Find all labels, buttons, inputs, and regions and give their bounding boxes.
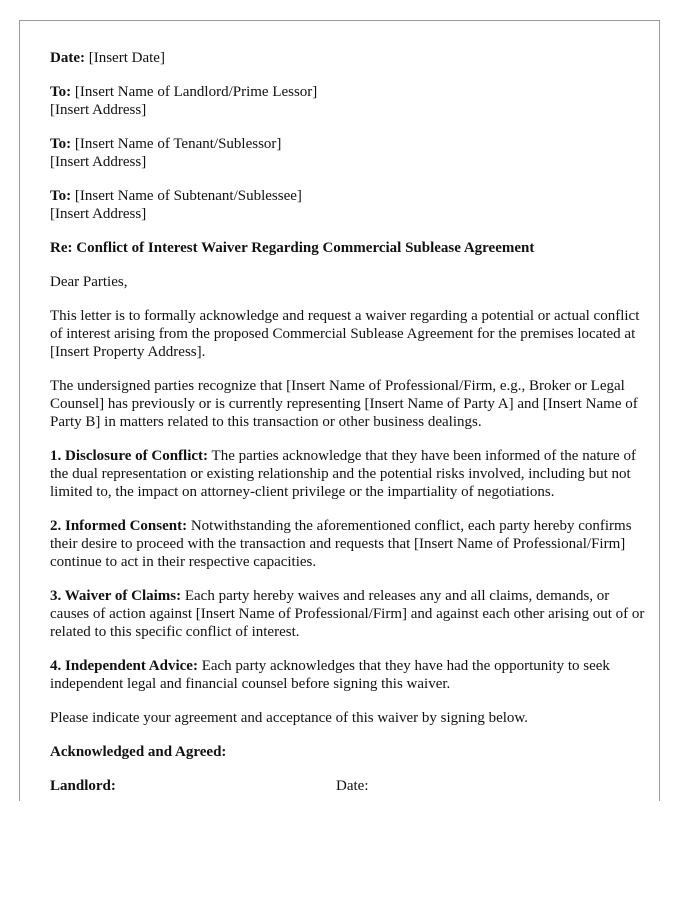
- recipient-address: [Insert Address]: [50, 102, 147, 118]
- section-disclosure: [50, 447, 645, 501]
- section-heading: 3. Waiver of Claims:: [50, 588, 182, 604]
- recipient-address: [Insert Address]: [50, 154, 147, 170]
- recipient-name: [Insert Name of Landlord/Prime Lessor]: [74, 84, 318, 100]
- intro-paragraph: This letter is to formally acknowledge and request a waiver regarding a potential or actual conflict of interest arising from the proposed Commercial Sublease Agreement for the premises located at [Insert Property Address].: [50, 308, 640, 360]
- subject-text: Re: Conflict of Interest Waiver Regarding Commercial Sublease Agreement: [50, 240, 535, 256]
- date-line: [50, 49, 645, 67]
- intro-paragraph: The undersigned parties recognize that [Insert Name of Professional/Firm, e.g., Broker or Legal Counsel] has previously or is currently representing [Insert Name of Party A] and [Insert Name of Party B] in matters related to this transaction or other business dealings.: [50, 378, 638, 430]
- section-heading: 1. Disclosure of Conflict:: [50, 448, 209, 464]
- section-text: Each party hereby waives and releases any and all claims, demands, or causes of action against [Insert Name of Professional/Firm] and against each other arising out of or related to this specific conflict of interest.: [50, 588, 645, 640]
- recipient-address: [Insert Address]: [50, 206, 147, 222]
- section-text: Notwithstanding the aforementioned conflict, each party hereby confirms their desire to proceed with the transaction and requests that [Insert Name of Professional/Firm] continue to act in their respective capacities.: [50, 518, 632, 570]
- to-label: To:: [50, 84, 72, 100]
- section-consent: [50, 517, 645, 571]
- section-waiver: [50, 587, 645, 641]
- signature-date-label: Date:: [336, 778, 369, 794]
- date-value: [Insert Date]: [88, 50, 165, 66]
- date-label: Date:: [50, 50, 85, 66]
- signature-row: [50, 777, 645, 795]
- recipient-name: [Insert Name of Subtenant/Sublessee]: [74, 188, 302, 204]
- section-advice: [50, 657, 645, 693]
- section-heading: 2. Informed Consent:: [50, 518, 188, 534]
- recipient-block: [50, 135, 645, 171]
- acknowledged-label: Acknowledged and Agreed:: [50, 744, 227, 760]
- to-label: To:: [50, 188, 72, 204]
- acknowledged-heading: [50, 743, 645, 761]
- closing-instruction: Please indicate your agreement and acceptance of this waiver by signing below.: [50, 710, 529, 726]
- letter-body: [50, 49, 645, 795]
- recipient-name: [Insert Name of Tenant/Sublessor]: [74, 136, 282, 152]
- party-label: Landlord:: [50, 778, 116, 794]
- document-page: [19, 20, 660, 801]
- to-label: To:: [50, 136, 72, 152]
- salutation: Dear Parties,: [50, 274, 128, 290]
- recipient-block: [50, 83, 645, 119]
- recipient-block: [50, 187, 645, 223]
- section-text: Each party acknowledges that they have had the opportunity to seek independent legal and financial counsel before signing this waiver.: [50, 658, 610, 692]
- subject-line: [50, 239, 645, 257]
- section-text: The parties acknowledge that they have been informed of the nature of the dual representation or existing relationship and the potential risks involved, including but not limited to, the impact on attorney-client privilege or the impartiality of negotiations.: [50, 448, 636, 500]
- section-heading: 4. Independent Advice:: [50, 658, 198, 674]
